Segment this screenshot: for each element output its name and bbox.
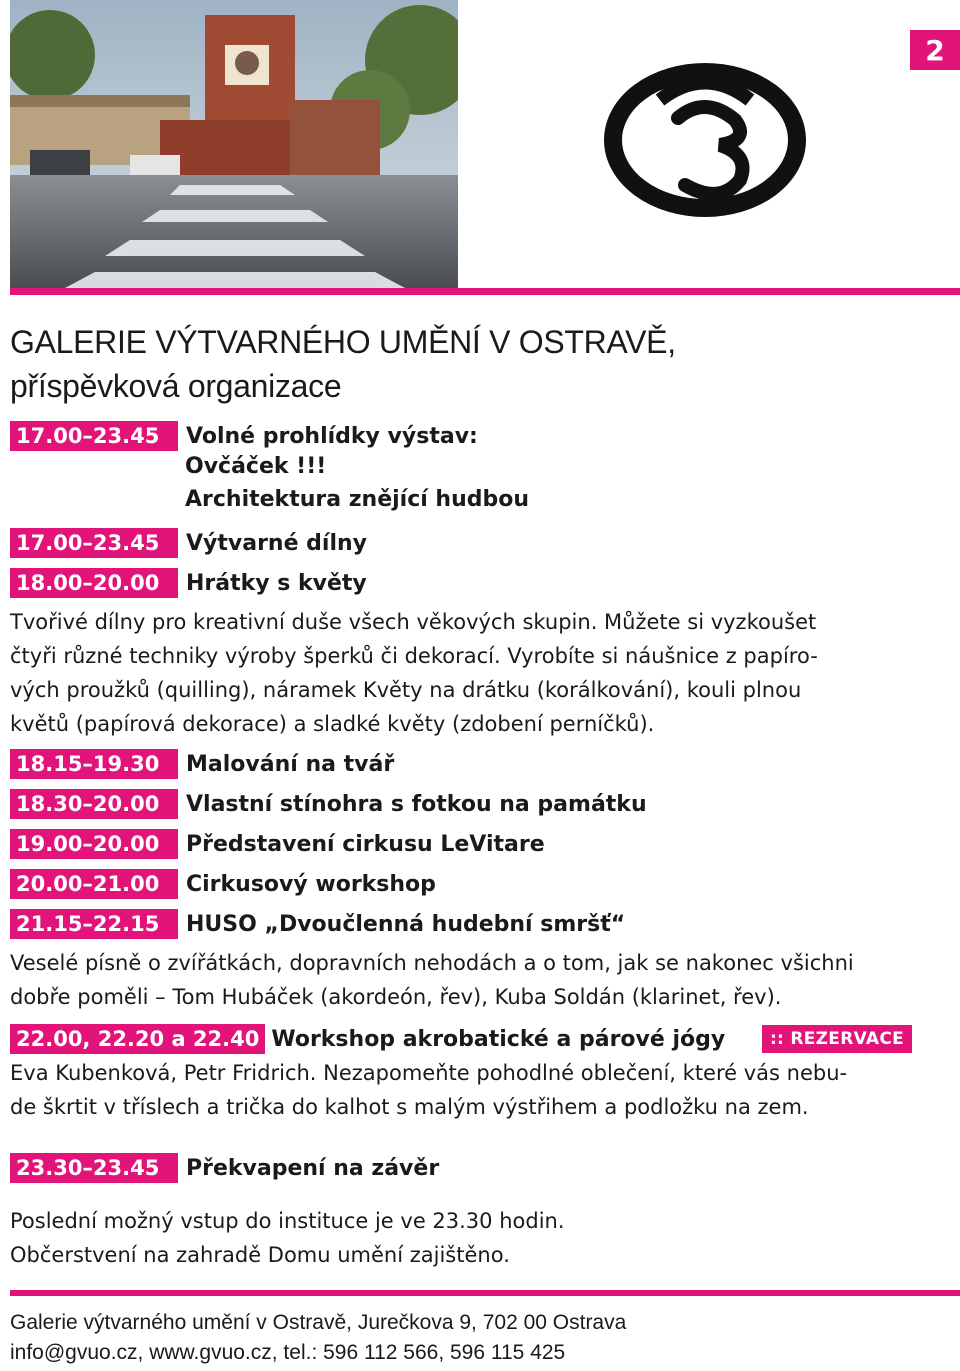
program-label: Hrátky s květy xyxy=(186,570,367,596)
program-time: 17.00–23.45 xyxy=(10,421,178,451)
program-label: Představení cirkusu LeVitare xyxy=(186,831,545,857)
title-line-1: GALERIE VÝTVARNÉHO UMĚNÍ V OSTRAVĚ, xyxy=(10,324,676,360)
program-label: Výtvarné dílny xyxy=(186,530,367,556)
exhibition-item: Ovčáček !!! xyxy=(185,454,327,479)
program-item xyxy=(10,421,478,451)
program-label: Cirkusový workshop xyxy=(186,871,436,897)
program-item xyxy=(10,528,367,558)
program-label: Překvapení na závěr xyxy=(186,1155,440,1181)
reservation-button[interactable]: :: REZERVACE xyxy=(762,1025,912,1053)
program-time: 18.00–20.00 xyxy=(10,568,178,598)
program-time: 18.30–20.00 xyxy=(10,789,178,819)
program-label: HUSO „Dvoučlenná hudební smršť“ xyxy=(186,911,626,937)
program-label: Malování na tvář xyxy=(186,751,395,777)
program-item xyxy=(10,789,647,819)
footer xyxy=(10,1308,626,1368)
bottom-divider xyxy=(10,1290,960,1296)
title-line-2: příspěvková organizace xyxy=(10,368,342,404)
text-line: de škrtit v tříslech a trička do kalhot s malým výstřihem a podložku na zem. xyxy=(10,1095,809,1119)
flowers-description xyxy=(10,605,930,741)
program-label: Vlastní stínohra s fotkou na památku xyxy=(186,791,647,817)
program-time: 17.00–23.45 xyxy=(10,528,178,558)
program-item xyxy=(10,829,545,859)
footer-contact: info@gvuo.cz, www.gvuo.cz, tel.: 596 112 566, 596 115 425 xyxy=(10,1341,566,1364)
program-item xyxy=(10,909,625,939)
exhibition-item: Architektura znějící hudbou xyxy=(185,487,530,512)
program-item xyxy=(10,568,367,598)
text-line: Občerstvení na zahradě Domu umění zajištěno. xyxy=(10,1243,510,1267)
gallery-logo xyxy=(600,60,810,220)
page-number: 2 xyxy=(910,30,960,70)
text-line: Tvořivé dílny pro kreativní duše všech věkových skupin. Můžete si vyzkoušet xyxy=(10,610,817,634)
program-item xyxy=(10,749,394,779)
text-line: čtyři různé techniky výroby šperků či dekorací. Vyrobíte si náušnice z papíro- xyxy=(10,644,818,668)
program-time: 22.00, 22.20 a 22.40 xyxy=(10,1024,265,1054)
program-time: 19.00–20.00 xyxy=(10,829,178,859)
program-label: Workshop akrobatické a párové jógy xyxy=(271,1026,726,1052)
footer-address: Galerie výtvarného umění v Ostravě, Jurečkova 9, 702 00 Ostrava xyxy=(10,1311,627,1334)
text-line: Poslední možný vstup do instituce je ve 23.30 hodin. xyxy=(10,1209,565,1233)
gallery-building-photo xyxy=(10,0,458,288)
huso-description xyxy=(10,946,930,1014)
page-title xyxy=(10,320,910,408)
text-line: Eva Kubenková, Petr Fridrich. Nezapomeňte pohodlné oblečení, které vás nebu- xyxy=(10,1061,848,1085)
top-divider xyxy=(10,288,960,295)
program-item xyxy=(10,1024,725,1054)
text-line: dobře poměli – Tom Hubáček (akordeón, řev), Kuba Soldán (klarinet, řev). xyxy=(10,985,782,1009)
program-time: 21.15–22.15 xyxy=(10,909,178,939)
program-time: 23.30–23.45 xyxy=(10,1153,178,1183)
program-time: 20.00–21.00 xyxy=(10,869,178,899)
program-label: Volné prohlídky výstav: xyxy=(186,423,478,449)
text-line: Veselé písně o zvířátkách, dopravních nehodách a o tom, jak se nakonec všichni xyxy=(10,951,854,975)
program-item xyxy=(10,1153,439,1183)
closing-note xyxy=(10,1204,930,1272)
program-time: 18.15–19.30 xyxy=(10,749,178,779)
text-line: květů (papírová dekorace) a sladké květy (zdobení perníčků). xyxy=(10,712,655,736)
text-line: vých proužků (quilling), náramek Květy na drátku (korálkování), kouli plnou xyxy=(10,678,802,702)
program-item xyxy=(10,869,436,899)
yoga-description xyxy=(10,1056,930,1124)
